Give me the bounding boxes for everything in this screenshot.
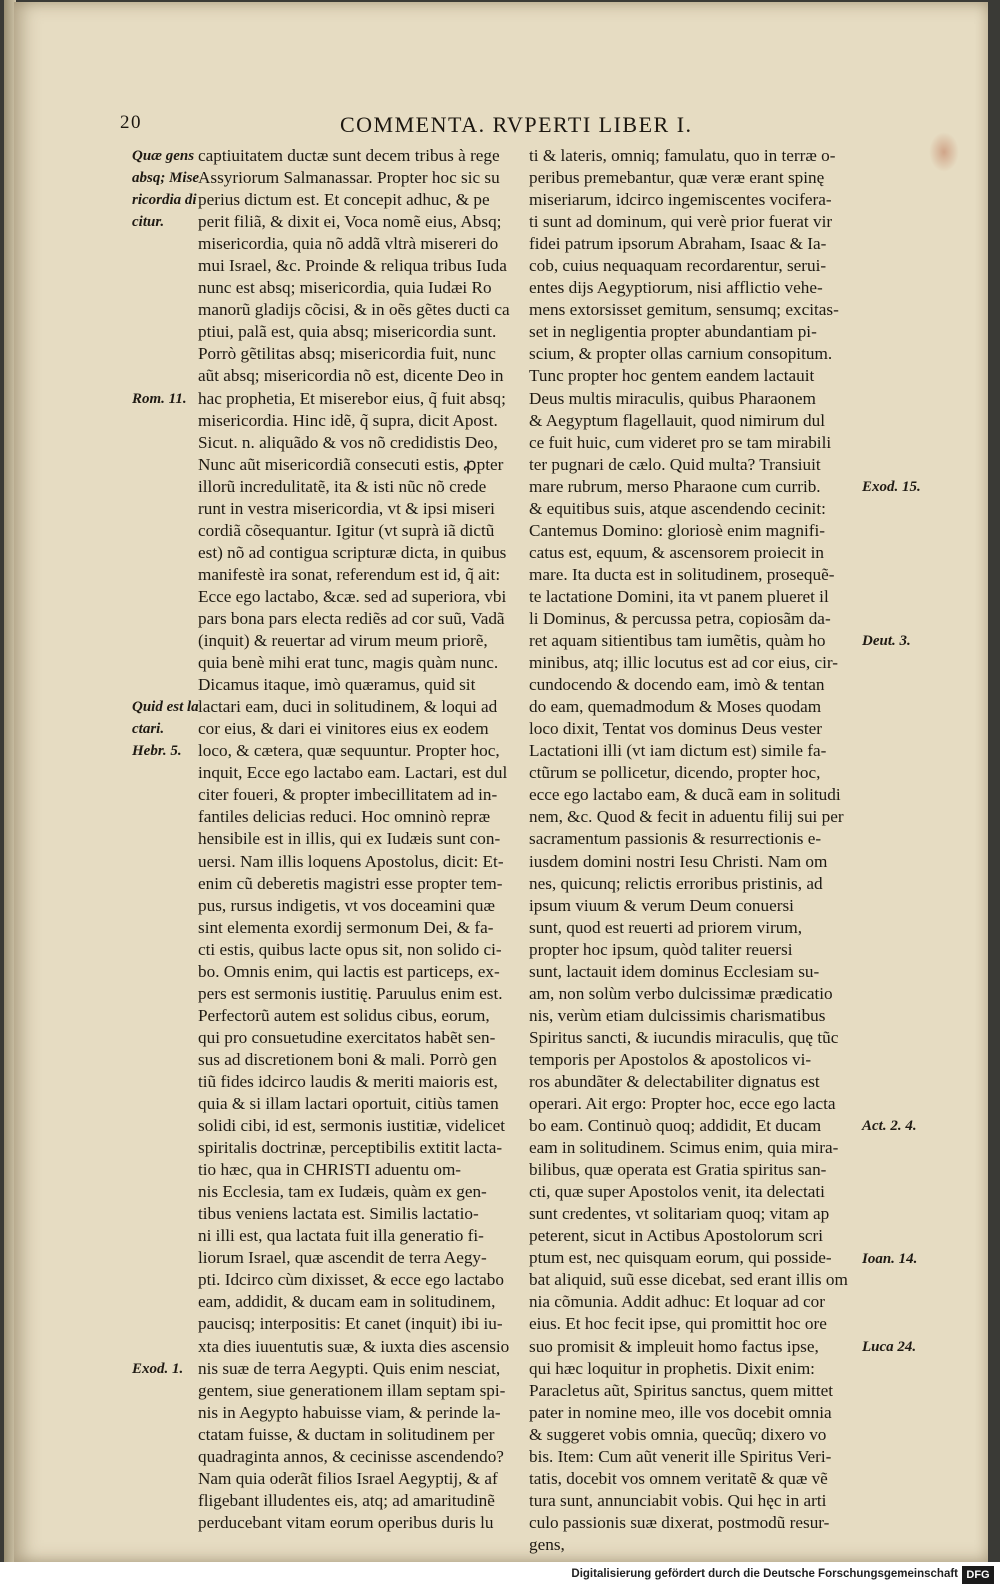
margin-note: Luca 24. <box>862 1338 917 1355</box>
text-line: (inquit) & reuertar ad virum meum priorẽ, <box>198 631 488 651</box>
text-line: pti. Idcirco cùm dixisset, & ecce ego lactabo <box>198 1270 504 1290</box>
text-line: quia & si illam lactari oportuit, citiùs tamen <box>198 1094 499 1114</box>
text-line: spiritalis doctrinæ, perceptibilis extitit lacta- <box>198 1138 503 1158</box>
text-line: misericordia. Hinc idẽ, q̃ supra, dicit Apost. <box>198 410 498 430</box>
text-line: Cantemus Domino: gloriosè enim magnifi- <box>529 520 825 540</box>
text-line: tura sunt, annunciabit vobis. Qui hęc in arti <box>529 1490 827 1510</box>
text-line: quadraginta annos, & cecinisse ascendendo? <box>198 1446 504 1466</box>
text-line: do eam, quemadmodum & Moses quodam <box>529 697 822 717</box>
text-line: entes dijs Aegyptiorum, nisi afflictio vehe- <box>529 278 823 298</box>
margin-note: absq; Mise <box>132 170 200 187</box>
text-line: aũt absq; misericordia nõ est, dicente Deo in <box>198 366 504 386</box>
text-line: Perfectorũ autem est solidus cibus, eorum, <box>198 1005 490 1025</box>
text-line: sint elementa exordij sermonum Dei, & fa- <box>198 917 494 937</box>
text-line: ctatam fuisse, & ductam in solitudinem per <box>198 1424 495 1444</box>
text-line: Dicamus itaque, imò quæramus, quid sit <box>198 675 476 695</box>
text-line: cordiã cõsequantur. Igitur (vt suprà iã dictũ <box>198 520 495 540</box>
text-line: perducebant vitam eorum operibus duris lu <box>198 1512 494 1532</box>
text-line: ptum est, nec quisquam eorum, qui posside- <box>529 1248 832 1268</box>
text-line: cti, quæ super Apostolos venit, ita delectati <box>529 1182 825 1202</box>
text-line: ptiui, palã est, quia absq; misericordia sunt. <box>198 322 497 342</box>
text-line: Lactationi illi (vt iam dictum est) simile fa- <box>529 741 827 761</box>
text-line: ter pugnari de cælo. Quid multa? Transiuit <box>529 454 821 474</box>
text-line: tatis, docebit vos omnem veritatẽ & quæ vẽ <box>529 1468 828 1488</box>
text-line: hensibile est in illis, qui ex Iudæis sunt con- <box>198 829 501 849</box>
text-line: Assyriorum Salmanassar. Propter hoc sic su <box>198 168 500 188</box>
text-line: nem, &c. Quod & fecit in aduentu filij sui per <box>529 807 844 827</box>
text-line: nis in Aegypto habuisse viam, & perinde la- <box>198 1402 501 1422</box>
text-line: ctũrum se pollicetur, dicendo, propter hoc, <box>529 763 821 783</box>
text-line: peribus premebantur, quæ veræ erant spinę <box>529 168 825 188</box>
text-line: gentem, siue generationem illam septam spi- <box>198 1380 506 1400</box>
text-line: propter hoc ipsum, quòd taliter reuersi <box>529 939 793 959</box>
text-line: ce fuit huic, cum videret pro se tam mirabili <box>529 432 832 452</box>
text-line: est) nõ ad contigua scripturæ dicta, in quibus <box>198 542 507 562</box>
text-line: captiuitatem ductæ sunt decem tribus à rege <box>198 146 500 165</box>
margin-note: ctari. <box>132 721 165 738</box>
text-line: misericordia, quia nõ addã vltrà misereri do <box>198 234 499 254</box>
text-line: uersi. Nam illis loquens Apostolus, dicit: Et- <box>198 851 504 871</box>
text-line: manorũ gladijs cõcisi, & in oẽs gẽtes ducti ca <box>198 300 510 320</box>
text-line: cor eius, & dari ei vinitores eius ex eodem <box>198 719 489 739</box>
text-line: liorum Israel, quæ ascendit de terra Aegy- <box>198 1248 487 1268</box>
text-line: set in negligentia propter abundantiam pi- <box>529 322 817 342</box>
margin-note: Quid est la <box>132 699 199 716</box>
text-line: pus, rursus indigetis, vt vos doceamini quæ <box>198 895 495 915</box>
paper-stain <box>929 132 959 172</box>
margin-note: Ioan. 14. <box>862 1250 918 1267</box>
text-line: nes, quicunq; relictis erroribus pristinis, ad <box>529 873 823 893</box>
text-line: loco dixit, Tentat vos dominus Deus vester <box>529 719 823 739</box>
text-line: citer foueri, & propter imbecillitatem ad in- <box>198 785 498 805</box>
text-line: nis, verùm etiam dulcissimis charismatibus <box>529 1005 826 1025</box>
text-line: & suggeret vobis omnia, quecũq; dixero vo <box>529 1424 827 1444</box>
text-line: & equitibus suis, atque ascendendo cecinit: <box>529 498 826 518</box>
text-line: li Dominus, & percussa petra, copiosãm da- <box>529 608 831 628</box>
text-line: pars bona pars electa rediẽs ad cor suũ, Vadã <box>198 608 505 628</box>
text-line: miseriarum, idcirco ingemiscentes vocifera- <box>529 190 832 210</box>
text-line: perius dictum est. Et concepit adhuc, & pe <box>198 190 490 210</box>
text-line: qui pro consuetudine exercitatos habẽt sen- <box>198 1027 496 1047</box>
text-line: cob, cuius nequaquam recordarentur, serui- <box>529 256 827 276</box>
text-line: culo passionis suæ dixerat, postmodũ resur- <box>529 1512 830 1532</box>
text-line: illorũ incredulitatẽ, ita & isti nũc nõ crede <box>198 476 487 496</box>
text-line: runt in vestra misericordia, vt & ipsi miseri <box>198 498 495 518</box>
text-line: pater in nomine meo, ille vos docebit omnia <box>529 1402 832 1422</box>
text-line: tibus veniens lactata est. Similis lactatio- <box>198 1204 479 1224</box>
text-line: sunt, lactauit idem dominus Ecclesiam su- <box>529 961 820 981</box>
text-line: quia benè mihi erat tunc, magis quàm nunc. <box>198 653 499 673</box>
text-line: fidei patrum ipsorum Abraham, Isaac & Ia- <box>529 234 827 254</box>
text-line: hac prophetia, Et miserebor eius, q̃ fuit absq; <box>198 388 506 408</box>
footer-bar <box>0 1562 1000 1591</box>
text-line: ipsum viuum & verum Deum conuersi <box>529 895 794 915</box>
text-line: manifestè ira sonat, referendum est id, q̃ ait: <box>198 564 501 584</box>
margin-note: Exod. 15. <box>862 478 921 495</box>
margin-note: Hebr. 5. <box>132 743 182 760</box>
text-line: Sicut. n. aliquãdo & vos nõ credidistis Deo, <box>198 432 498 452</box>
text-line: Spiritus sancti, & iucundis miraculis, quę tũc <box>529 1027 839 1047</box>
text-line: lactari eam, duci in solitudinem, & loqui ad <box>198 697 498 717</box>
margin-note: ricordia di <box>132 192 197 209</box>
text-line: eam, addidit, & ducam eam in solitudinem, <box>198 1292 496 1312</box>
text-line: Porrò gẽtilitas absq; misericordia fuit, nunc <box>198 344 496 364</box>
text-line: paucisq; interpositis: Et canet (inquit) ibi iu- <box>198 1314 503 1334</box>
text-line: minibus, atq; illic locutus est ad cor eius, cir- <box>529 653 838 673</box>
text-line: Nam quia oderãt filios Israel Aegyptij, & af <box>198 1468 498 1488</box>
margin-note: Deut. 3. <box>862 633 911 650</box>
text-line: nis suæ de terra Aegypti. Quis enim nesciat, <box>198 1358 501 1378</box>
margin-note: Rom. 11. <box>132 390 187 407</box>
text-line: fantiles delicias reduci. Hoc omninò repræ <box>198 807 491 827</box>
text-line: Nunc aũt misericordiã consecuti estis, ꝓpter <box>198 454 504 474</box>
text-line: pers est sermonis iustitię. Paruulus enim est. <box>198 983 503 1003</box>
text-line: nis Ecclesia, tam ex Iudæis, quàm ex gen- <box>198 1182 487 1202</box>
text-line: gens, <box>529 1534 565 1554</box>
text-line: & Aegyptum flagellauit, quod nimirum dul <box>529 410 825 430</box>
text-line: suo promisit & impleuit homo factus ipse, <box>529 1336 819 1356</box>
margin-note: Act. 2. 4. <box>862 1118 917 1135</box>
text-line: mare rubrum, merso Pharaone cum currib. <box>529 476 821 496</box>
text-line: scium, & propter ollas carnium consopitum. <box>529 344 833 364</box>
text-line: cti estis, quibus lacte opus sit, non solido ci- <box>198 939 502 959</box>
text-line: bat aliquid, suũ esse dicebat, sed erant illis om <box>529 1270 848 1290</box>
text-line: catus est, equum, & ascensorem proiecit in <box>529 542 824 562</box>
text-line: ni illi est, qua lactata fuit illa generatio fi- <box>198 1226 484 1246</box>
running-title: COMMENTA. RVPERTI LIBER I. <box>340 112 693 137</box>
text-line: nia cõmunia. Addit adhuc: Et loquar ad cor <box>529 1292 825 1312</box>
text-line: bo eam. Continuò quoq; addidit, Et ducam <box>529 1116 822 1136</box>
text-line: bis. Item: Cum aũt venerit ille Spiritus Veri- <box>529 1446 832 1466</box>
text-line: sacramentum passionis & resurrectionis e- <box>529 829 822 849</box>
text-line: mens extorsisset gemitum, sensumq; excitas- <box>529 300 839 320</box>
text-line: inquit, Ecce ego lactabo eam. Lactari, est dul <box>198 763 508 783</box>
text-line: enim cũ deberetis magistri esse propter tem- <box>198 873 503 893</box>
margin-note: citur. <box>132 214 165 231</box>
text-line: loco, & cætera, quæ sequuntur. Propter hoc, <box>198 741 500 761</box>
text-line: am, non solùm verbo dulcissimæ prædicatio <box>529 983 833 1003</box>
text-line: nunc est absq; misericordia, quia Iudæi Ro <box>198 278 492 298</box>
text-line: peterent, sicut in Actibus Apostolorum scri <box>529 1226 824 1246</box>
text-line: bo. Omnis enim, qui lactis est particeps, ex- <box>198 961 500 981</box>
right-text-column <box>529 145 859 1556</box>
text-line: qui hæc loquitur in prophetis. Dixit enim: <box>529 1358 815 1378</box>
margin-note: Quæ gens <box>132 148 195 164</box>
text-line: Tunc propter hoc gentem eandem lactauit <box>529 366 815 386</box>
margin-note: Exod. 1. <box>132 1360 184 1377</box>
text-line: bilibus, quæ operata est Gratia spiritus san- <box>529 1160 827 1180</box>
text-line: solidi cibi, id est, sermonis iustitiæ, videlicet <box>198 1116 505 1136</box>
text-line: ti sunt ad dominum, qui verè prior fuerat vir <box>529 212 833 232</box>
text-line: mui Israel, &c. Proinde & reliqua tribus Iuda <box>198 256 507 276</box>
page-header <box>120 112 870 140</box>
text-line: te lactatione Domini, ita vt panem plueret il <box>529 586 829 606</box>
text-line: sunt, quod est reuerti ad priorem virum, <box>529 917 803 937</box>
text-line: mare. Ita ducta est in solitudinem, prosequẽ- <box>529 564 835 584</box>
text-line: ros abundãter & delectabiliter dignatus est <box>529 1071 820 1091</box>
text-line: ecce ego lactabo eam, & ducã eam in solitudi <box>529 785 841 805</box>
text-line: tiũ fides idcirco laudis & meriti maioris est, <box>198 1071 498 1091</box>
text-line: iusdem domini nostri Iesu Christi. Nam om <box>529 851 828 871</box>
text-line: cundocendo & docendo eam, imò & tentan <box>529 675 825 695</box>
text-line: tio hæc, qua in CHRISTI aduentu om- <box>198 1160 462 1180</box>
text-line: operari. Ait ergo: Propter hoc, ecce ego lacta <box>529 1094 836 1114</box>
text-line: perit filiã, & dixit ei, Voca nomẽ eius, Absq; <box>198 212 502 232</box>
page-number: 20 <box>120 112 142 133</box>
funding-credit: Digitalisierung gefördert durch die Deutsche Forschungsgemeinschaft <box>571 1568 958 1580</box>
text-line: Paracletus aũt, Spiritus sanctus, quem mittet <box>529 1380 834 1400</box>
text-line: eam in solitudinem. Scimus enim, quia mira- <box>529 1138 839 1158</box>
text-line: eius. Et hoc fecit ipse, qui promittit hoc ore <box>529 1314 827 1334</box>
left-text-column <box>198 145 518 1534</box>
text-line: Ecce ego lactabo, &cæ. sed ad superiora, vbi <box>198 586 507 606</box>
text-line: Deus multis miraculis, quibus Pharaonem <box>529 388 816 408</box>
text-line: xta dies iuuentutis suæ, & iuxta dies ascensio <box>198 1336 510 1356</box>
text-line: ti & lateris, omniq; famulatu, quo in terræ o- <box>529 146 836 165</box>
text-line: fligebant illudentes eis, atq; ad amaritudinẽ <box>198 1490 495 1510</box>
dfg-logo: DFG <box>962 1566 994 1584</box>
text-line: sunt credentes, vt solitariam quoq; vitam ap <box>529 1204 830 1224</box>
text-line: sus ad discretionem boni & mali. Porrò gen <box>198 1049 497 1069</box>
text-line: ret aquam sitientibus tam iumẽtis, quàm ho <box>529 631 826 651</box>
text-line: temporis per Apostolos & apostolicos vi- <box>529 1049 812 1069</box>
